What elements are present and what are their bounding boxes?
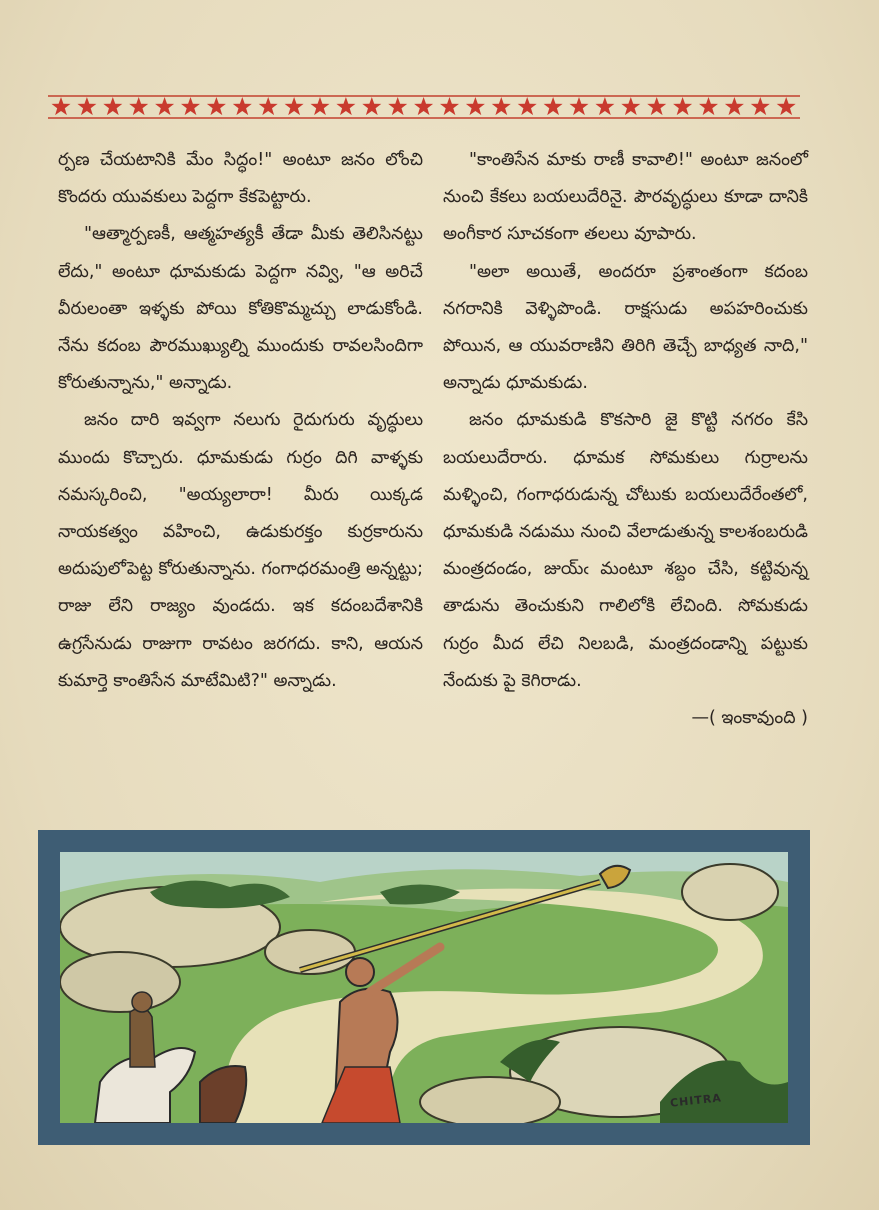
star-ornament — [311, 97, 330, 115]
star-ornament — [621, 97, 640, 115]
story-illustration — [38, 830, 810, 1145]
star-ornament — [259, 97, 278, 115]
star-ornament — [440, 97, 459, 115]
paragraph: జనం దారి ఇవ్వగా నలుగు రైదుగురు వృద్ధులు ముందు కొచ్చారు. ధూమకుడు గుర్రం దిగి వాళ్ళకు నమస్కరించి, "అయ్యలారా! మీరు యిక్కడ నాయకత్వం వహించి, ఉడుకురక్తం కుర్రకారును అదుపులోపెట్ట కోరుతున్నాను. గంగాధరమంత్రి అన్నట్టు; రాజు లేని రాజ్యం వుండదు. ఇక కదంబదేశానికి ఉగ్రసేనుడు రాజుగా రావటం జరగదు. కాని, ఆయన కుమార్తె కాంతిసేన మాటేమిటి?" అన్నాడు. — [58, 410, 423, 691]
paragraph: జనం ధూమకుడి కొకసారి జై కొట్టి నగరం కేసి బయలుదేరారు. ధూమక సోమకులు గుర్రాలను మళ్ళించి, గంగాధరుడున్న చోటుకు బయలుదేరేంతలో, ధూమకుడి నడుము నుంచి వేలాడుతున్న కాలశంబరుడి మంత్రదండం, జుయ్ఁ మంటూ శబ్దం చేసి, కట్టివున్న తాడును తెంచుకుని గాలిలోకి లేచింది. సోమకుడు గుర్రం మీద లేచి నిలబడి, మంత్రదండాన్ని పట్టుకు నేందుకు పై కెగిరాడు. — [443, 410, 808, 691]
landscape-scene — [60, 852, 788, 1123]
star-ornament — [129, 97, 148, 115]
star-ornament — [285, 97, 304, 115]
star-ornament — [414, 97, 433, 115]
star-ornament — [699, 97, 718, 115]
star-ornament — [751, 97, 770, 115]
star-ornament — [181, 97, 200, 115]
continued-label: —( ఇంకావుంది ) — [691, 708, 808, 729]
star-ornament — [492, 97, 511, 115]
star-ornament — [673, 97, 692, 115]
artist-signature: CHITRA — [669, 1091, 723, 1110]
star-ornament — [155, 97, 174, 115]
star-ornament — [388, 97, 407, 115]
star-ornament — [725, 97, 744, 115]
paragraph: ర్పణ చేయటానికి మేం సిద్ధం!" అంటూ జనం లోంచి కొందరు యువకులు పెద్దగా కేకపెట్టారు. — [58, 150, 423, 208]
star-ornament — [233, 97, 252, 115]
paragraph: "కాంతిసేన మాకు రాణీ కావాలి!" అంటూ జనంలో నుంచి కేకలు బయలుదేరినై. పౌరవృద్ధులు కూడా దానికి అంగీకార సూచకంగా తలలు వూపారు. — [443, 150, 808, 245]
paragraph: "ఆత్మార్పణకీ, ఆత్మహత్యకీ తేడా మీకు తెలిసినట్టు లేదు," అంటూ ధూమకుడు పెద్దగా నవ్వి, "ఆ అరిచే వీరులంతా ఇళ్ళకు పోయి కోతికొమ్మచ్చు లాడుకోండి. నేను కదంబ పౌరముఖ్యుల్ని ముందుకు రావలసిందిగా కోరుతున్నాను," అన్నాడు. — [58, 224, 423, 394]
star-ornament — [207, 97, 226, 115]
star-ornament — [336, 97, 355, 115]
star-ornament — [466, 97, 485, 115]
paragraph: "అలా అయితే, అందరూ ప్రశాంతంగా కదంబ నగరానికి వెళ్ళిపొండి. రాక్షసుడు అపహరించుకు పోయిన, ఆ యువరాణిని తిరిగి తెచ్చే బాధ్యత నాది," అన్నాడు ధూమకుడు. — [443, 261, 808, 394]
continued-note — [443, 700, 808, 737]
star-ornament — [103, 97, 122, 115]
decorative-star-border — [48, 92, 800, 122]
star-ornament — [77, 97, 96, 115]
star-ornament — [570, 97, 589, 115]
star-ornament — [777, 97, 796, 115]
right-text-column — [443, 142, 808, 737]
left-text-column — [58, 142, 423, 700]
star-ornament — [647, 97, 666, 115]
star-ornament — [595, 97, 614, 115]
star-ornament — [518, 97, 537, 115]
star-ornament — [52, 97, 71, 115]
star-ornament — [544, 97, 563, 115]
star-ornament — [362, 97, 381, 115]
